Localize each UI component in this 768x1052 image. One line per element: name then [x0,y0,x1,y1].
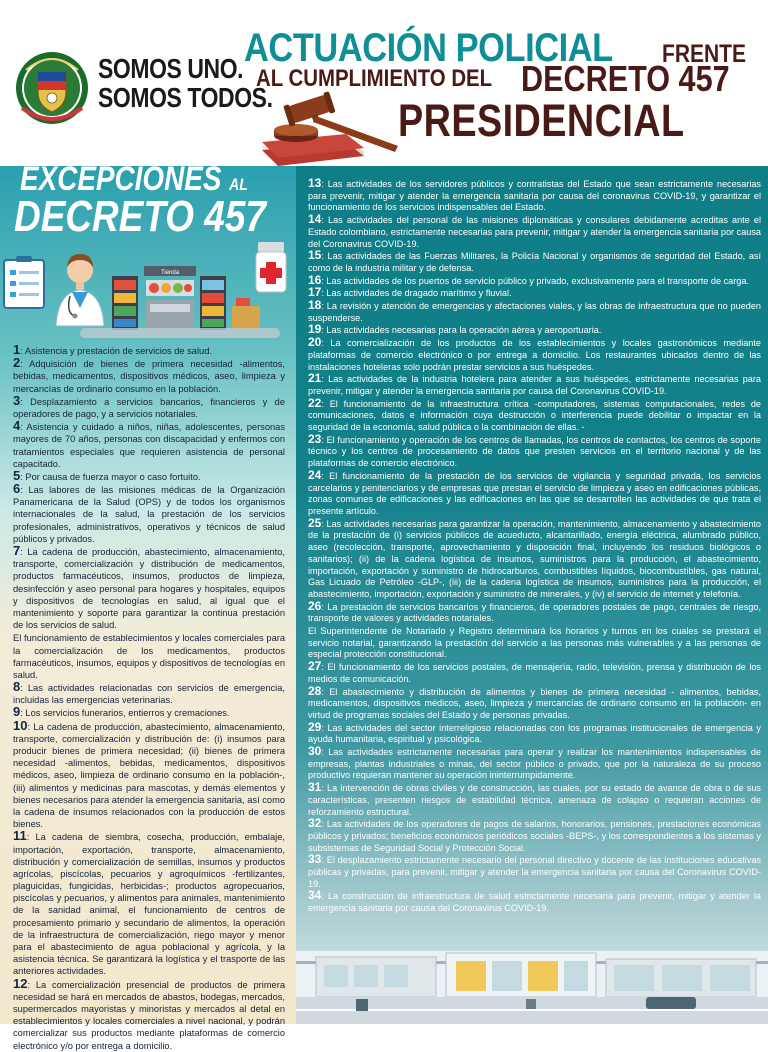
title-decreto: DECRETO 457 [521,58,730,99]
police-shield-logo [14,50,90,126]
medicine-bottle-icon [256,242,286,292]
list-item: 5: Por causa de fuerza mayor o caso fortuito. [13,467,201,483]
clipboard-icon [4,256,44,308]
header [0,0,768,166]
list-item: 12: La comercialización presencial de productos de primera necesidad se hará en mercados de abastos, bodegas, mercados, supermercados mayoristas y minoristas y mercados al detal en establecimientos y locales comerciales a nivel nacional, y podrán comercializar sus productos mediante plataformas de comercio electrónico y/o por entrega a domicilio. [13,975,285,1051]
slogan-line-2: SOMOS TODOS. [98,82,273,113]
heading-decreto: DECRETO 457 [14,192,266,241]
list-item: 24: El funcionamiento de la prestación de los servicios de vigilancia y seguridad privada, los servicios carcelarios y penitenciarios y de empresas que prestan el servicio de limpieza y aseo en edificaciones públicas, zonas comunes de edificaciones y las edificaciones en las que se desarrollen las actividades de que trata el presente artículo. [308,467,761,516]
title-actuacion: ACTUACIÓN POLICIAL [244,26,613,70]
list-item: 16: Las actividades de los puertos de servicio público y privado, exclusivamente para el transporte de carga. [308,272,749,287]
list-item: 31: La intervención de obras civiles y de construcción, las cuales, por su estado de avance de obra o de sus características, presenten riesgos de estabilidad técnica, amenaza de colapso o requieran acciones de reforzamiento estructural. [308,780,761,817]
list-item: 22: El funcionamiento de la infraestructura crítica -computadores, sistemas computacionales, redes de comunicaciones, datos e información cuya destrucción o interferencia puede debilitar o impactar en la seguridad de la economía, salud pública o la combinación de ellas. - [308,395,761,433]
list-item: 11: La cadena de siembra, cosecha, producción, embalaje, importación, exportación, transporte, almacenamiento, distribución y comercialización de semillas, insumos y productos agrícolas, piscícolas, pecuarios y agroquímicos -fertilizantes, plaguicidas, fungicidas, herbicidas-; productos agropecuarios, piscícolas y pecuarios, y alimentos para animales, mantenimiento de la sanidad animal, el funcionamiento de centros de procesamiento primario y secundario de alimentos, la operación de la infraestructura de comercialización, riego mayor y menor para el abastecimiento de agua poblacional y agrícola, y la asistencia técnica. Se garantizará la logística y el trasporte de las anteriores actividades. [13,828,285,977]
list-item: 9: Los servicios funerarios, entierros y cremaciones. [13,704,230,720]
list-item: 29: Las actividades del sector interreligioso relacionadas con los programas institucionales de emergencia y ayuda humanitaria, espiritual y psicológica. [308,719,761,745]
title-frente: FRENTE [662,40,746,68]
list-item: 1: Asistencia y prestación de servicios de salud. [13,342,212,357]
list-item: 4: Asistencia y cuidado a niños, niñas, adolescentes, personas mayores de 70 años, personas con discapacidad y enfermos con tratamientos especiales que requieren asistencia de personal capacitado. [13,418,285,469]
list-item: 7: La cadena de producción, abastecimiento, almacenamiento, transporte, comercialización y distribución de medicamentos, productos farmacéuticos, insumos, productos de limpieza, desinfección y aseo personal para hogares y hospitales, equipos y dispositivos de tecnologías en salud, al igual que el mantenimiento y soporte para garantizar la continua prestación de los servicios de salud. [13,543,285,631]
list-item: 3: Desplazamiento a servicios bancarios, financieros y de operadores de pago, y a servicios notariales. [13,392,285,419]
title-presidencial: PRESIDENCIAL [398,95,685,146]
list-item: 10: La cadena de producción, abastecimiento, almacenamiento, transporte, comercialización y distribución de: (i) insumos para producir bienes de primera necesidad; (ii) bienes de primera necesidad -alimentos, bebidas, medicamentos, dispositivos médicos, aseo, limpieza de ordinario consumo en la población-, (iii) alimentos y medicinas para mascotas, y demás elementos y bienes necesarios para atender la emergencia sanitaria, así como la cadena de insumos relacionados con la producción de estos bienes. [13,717,285,830]
list-item: 2: Adquisición de bienes de primera necesidad -alimentos, bebidas, medicamentos, dispositivos médicos, aseo, limpieza y mercancías de ordinario consumo en la población. [13,355,285,394]
heading-al: AL [229,175,248,194]
list-item: 6: Las labores de las misiones médicas de la Organización Panamericana de la Salud (OPS) y de todos los organismos internacionales de la salud, la prestación de los servicios profesionales, administrativos, operativos y técnicos de salud públicos y privados. [13,481,285,544]
list-item: 15: Las actividades de las Fuerzas Militares, la Policía Nacional y organismos de seguridad del Estado, así como de la industria militar y de defensa. [308,248,761,273]
store-label: Tienda [160,270,180,276]
list-item: 13: Las actividades de los servidores públicos y contratistas del Estado que sean estrictamente necesarias para prevenir, mitigar y atender la emergencia sanitaria por causa del coronavirus COVID-19, y garantizar el funcionamiento de los servicios indispensables del Estado. [308,176,761,213]
list-item: 18: La revisión y atención de emergencias y afectaciones viales, y las obras de infraestructura que no pueden suspenderse. [308,298,761,323]
title-line-2 [256,58,730,99]
gavel-and-book-icon [256,90,406,170]
list-item: 26: La prestación de servicios bancarios y financieros, de operadores postales de pago, centrales de riesgo, transporte de valores y actividades notariales. [308,598,761,624]
store-shelves-icon [112,266,260,330]
list-item: 8: Las actividades relacionadas con servicios de emergencia, incluidas las emergencias veterinarias. [13,679,285,706]
city-street-illustration [296,951,768,1024]
slogan-line-1: SOMOS UNO. [98,53,244,84]
list-item: El Superintendente de Notariado y Registro determinará los horarios y turnos en los cuales se prestará el servicio notarial, garantizando la prestación del servicio a las personas más vulnerables y a las personas de especial protección constitucional. [308,626,761,660]
left-panel [0,160,296,1051]
list-item: 33: El desplazamiento estrictamente necesario del personal directivo y docente de las instituciones educativas públicas y privadas, para prevenir, mitigar y atender la emergencia sanitaria por causa del Coronavirus COVID-19. [308,852,761,889]
title-cumplimiento: AL CUMPLIMIENTO DEL [256,65,493,92]
list-item: 30: Las actividades estrictamente necesarias para operar y realizar los mantenimientos indispensables de empresas, plantas industriales o minas, del sector público o privado, que por la naturaleza de su proceso productivo requieran mantener su operación ininterrumpidamente. [308,744,761,781]
list-item: 23: El funcionamiento y operación de los centros de llamadas, los centros de contactos, los centros de soporte técnico y los centros de procesamiento de datos que presten servicios en el territorio nacional y de las plataformas de comercio electrónico. [308,431,761,469]
heading-excepciones-text: EXCEPCIONES [20,160,222,198]
list-item: 14: Las actividades del personal de las misiones diplomáticas y consulares debidamente acreditas ante el Estado colombiano, estrictamente necesarias para prevenir, mitigar y atender la emergencia sanitaria por causa del Coronavirus COVID-19. [308,212,761,249]
doctor-icon [56,254,104,326]
right-exceptions-list [308,178,761,915]
list-item: 28: El abastecimiento y distribución de alimentos y bienes de primera necesidad - alimentos, bebidas, medicamentos, dispositivos médicos, aseo, limpieza y mercancías de ordinario consumo en la población- en virtud de programas sociales del Estado y de personas privadas. [308,683,761,720]
right-panel [296,166,768,1024]
list-item: 19: Las actividades necesarias para la operación aérea y aeroportuaria. [308,322,602,337]
list-item: 17: Las actividades de dragado marítimo y fluvial. [308,285,512,300]
list-item: 27: El funcionamiento de los servicios postales, de mensajería, radio, televisión, prensa y distribución de los medios de comunicación. [308,659,761,684]
list-item: 20: La comercialización de los productos de los establecimientos y locales gastronómicos mediante plataformas de comercio electrónico o por entrega a domicilio. Los restaurantes ubicados dentro de las instalaciones hoteleras solo podrán prestar servicios a sus huéspedes. [308,335,761,372]
list-item: El funcionamiento de establecimientos y locales comerciales para la comercialización de los medicamentos, productos farmacéuticos, insumos, equipos y dispositivos de tecnologías en salud. [13,633,285,680]
list-item: 25: Las actividades necesarias para garantizar la operación, mantenimiento, almacenamiento y abastecimiento de la prestación de (i) servicios públicos de acueducto, alcantarillado, energía eléctrica, alumbrado público, aseo (recolección, transporte, aprovechamiento y disposición final, incluyendo los residuos biológicos o sanitarios); (ii) de la cadena logística de insumos, suministros para la producción, el abastecimiento, importación, exportación y suministro de hidrocarburos, combustibles líquidos, biocombustibles, gas natural, Gas Licuado de Petróleo -GLP-, (iii) de la cadena logística de insumos, suministros para la producción, el abastecimiento, importación, exportación y suministro de minerales, y (iv) el servicio de internet y telefonía. [308,515,761,599]
list-item: 21: Las actividades de la industria hotelera para atender a sus huéspedes, estrictamente necesarias para prevenir, mitigar y atender la emergencia sanitaria por causa del Coronavirus COVID-19. [308,371,761,396]
left-exceptions-list [13,344,285,1052]
health-and-commerce-illustration [0,236,296,344]
list-item: 32: Las actividades de los operadores de pagos de salarios, honorarios, pensiones, prestaciones económicas públicos y privados; beneficios económicos periódicos sociales -BEPS-, y los correspondientes a los sistemas y subsistemas de Seguridad Social y Protección Social. [308,816,761,853]
list-item: 34: La construcción de infraestructura de salud estrictamente necesaria para prevenir, mitigar y atender la emergencia sanitaria por causa del Coronavirus COVID-19. [308,888,761,914]
